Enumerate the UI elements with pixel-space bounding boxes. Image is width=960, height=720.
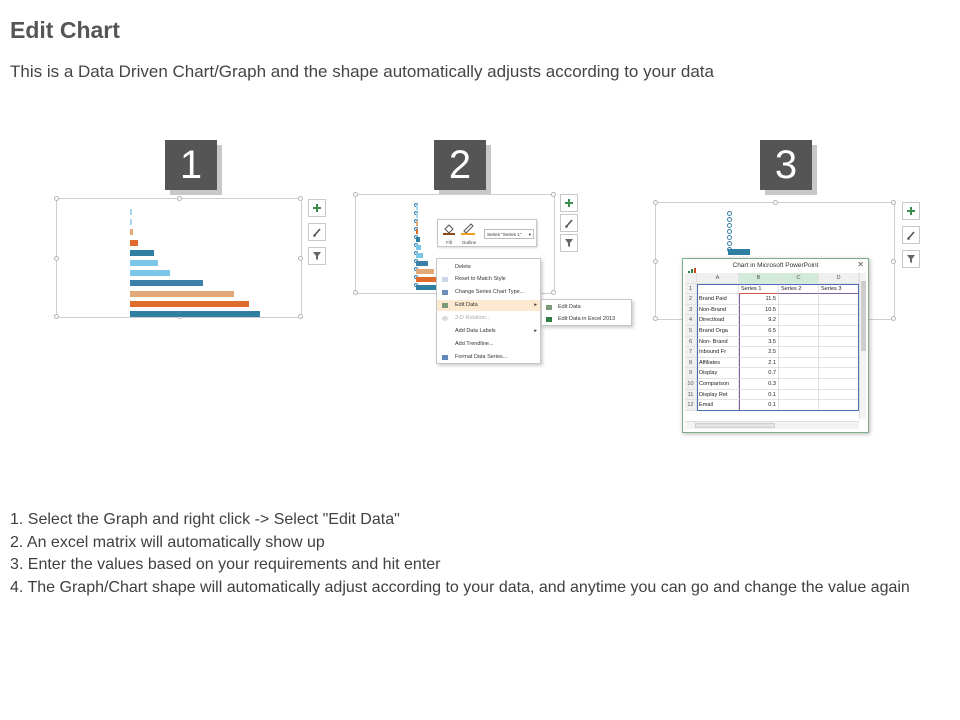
- chart-type-icon: [442, 290, 448, 295]
- chart-bar[interactable]: [416, 277, 436, 282]
- chart-bar[interactable]: [130, 270, 170, 276]
- format-mini-toolbar: [437, 219, 537, 247]
- context-menu: [436, 258, 541, 364]
- chart-elements-button[interactable]: [308, 199, 326, 217]
- column-header[interactable]: A: [697, 273, 739, 284]
- header-cell[interactable]: [697, 284, 739, 295]
- category-cell[interactable]: Non-Brand: [697, 305, 739, 316]
- step-badge-2: 2: [434, 140, 486, 190]
- chart-bar[interactable]: [416, 269, 434, 274]
- value-cell[interactable]: 2.1: [739, 358, 779, 369]
- empty-cell[interactable]: [819, 358, 859, 369]
- row-header[interactable]: 3: [685, 305, 697, 316]
- outline-button[interactable]: [460, 222, 478, 246]
- chart-bar[interactable]: [130, 209, 132, 215]
- empty-cell[interactable]: [779, 337, 819, 348]
- menu-item-change-chart-type[interactable]: [437, 287, 540, 298]
- series-point-marker[interactable]: [727, 223, 732, 228]
- menu-item-label: Add Data Labels: [455, 328, 496, 334]
- chart-filters-button[interactable]: [902, 250, 920, 268]
- filter-icon: [312, 251, 322, 261]
- value-cell[interactable]: 6.5: [739, 326, 779, 337]
- fill-button[interactable]: [442, 222, 456, 246]
- format-icon: [442, 355, 448, 360]
- horizontal-scrollbar[interactable]: [685, 421, 859, 429]
- value-cell[interactable]: 10.5: [739, 305, 779, 316]
- menu-item-label: Edit Data: [455, 302, 478, 308]
- table-icon: [546, 305, 552, 310]
- empty-cell[interactable]: [779, 368, 819, 379]
- instruction-step-4: 4. The Graph/Chart shape will automatically adjust according to your data, and anytime you can go and change the value again: [10, 578, 910, 596]
- chart-elements-button[interactable]: [560, 194, 578, 212]
- menu-item-edit-data[interactable]: [437, 300, 540, 311]
- menu-item-label: Add Trendline...: [455, 341, 494, 347]
- chevron-right-icon: ▸: [534, 302, 537, 308]
- empty-cell[interactable]: [819, 305, 859, 316]
- row-header[interactable]: 7: [685, 347, 697, 358]
- category-cell[interactable]: Directload: [697, 315, 739, 326]
- series-point-marker[interactable]: [727, 217, 732, 222]
- step-badge-1: 1: [165, 140, 217, 190]
- selected-bar[interactable]: [728, 249, 750, 255]
- column-header[interactable]: B: [739, 273, 779, 284]
- menu-item-label: Format Data Series...: [455, 354, 508, 360]
- value-cell[interactable]: 0.1: [739, 390, 779, 401]
- menu-item-3d-rotation: [437, 313, 540, 324]
- reset-style-icon: [442, 277, 448, 282]
- menu-item-label: 3-D Rotation...: [455, 315, 491, 321]
- menu-item-label: Edit Data in Excel 2013: [558, 316, 616, 322]
- menu-item-delete[interactable]: [437, 262, 540, 273]
- empty-cell[interactable]: [779, 390, 819, 401]
- chart-styles-button[interactable]: [308, 223, 326, 241]
- series-select[interactable]: [484, 229, 534, 239]
- fill-label: Fill: [446, 240, 452, 245]
- value-cell[interactable]: 0.1: [739, 400, 779, 411]
- menu-item-label: Reset to Match Style: [455, 276, 506, 282]
- chart-bar[interactable]: [416, 213, 418, 218]
- category-cell[interactable]: Brand Orga: [697, 326, 739, 337]
- excel-window-title: Chart in Microsoft PowerPoint: [732, 262, 819, 269]
- chart-bar[interactable]: [130, 311, 260, 317]
- row-header[interactable]: 4: [685, 315, 697, 326]
- empty-cell[interactable]: [819, 368, 859, 379]
- series-point-marker[interactable]: [727, 211, 732, 216]
- plus-icon: [312, 203, 322, 213]
- empty-cell[interactable]: [779, 347, 819, 358]
- chart-bar[interactable]: [130, 280, 203, 286]
- chart-bar[interactable]: [130, 301, 249, 307]
- category-cell[interactable]: Display: [697, 368, 739, 379]
- header-cell[interactable]: Series 1: [739, 284, 779, 295]
- spreadsheet-grid[interactable]: [685, 273, 859, 419]
- submenu-item-edit-data[interactable]: [542, 302, 631, 313]
- vertical-scrollbar[interactable]: [859, 273, 866, 419]
- step-badge-3: 3: [760, 140, 812, 190]
- chart-bar[interactable]: [416, 245, 421, 250]
- empty-cell[interactable]: [779, 379, 819, 390]
- instruction-step-3: 3. Enter the values based on your requirements and hit enter: [10, 556, 441, 573]
- chevron-down-icon: ▾: [528, 232, 531, 237]
- brush-icon: [312, 227, 322, 237]
- empty-cell[interactable]: [819, 390, 859, 401]
- instruction-step-2: 2. An excel matrix will automatically show up: [10, 533, 325, 551]
- table-icon: [442, 303, 448, 308]
- chart-elements-button[interactable]: [902, 202, 920, 220]
- value-cell[interactable]: 9.2: [739, 315, 779, 326]
- column-header[interactable]: D: [819, 273, 859, 284]
- plus-icon: [906, 206, 916, 216]
- menu-item-label: Change Series Chart Type...: [455, 289, 525, 295]
- empty-cell[interactable]: [819, 379, 859, 390]
- empty-cell[interactable]: [819, 337, 859, 348]
- chart-bar[interactable]: [416, 205, 418, 210]
- paint-bucket-icon: [442, 223, 456, 235]
- empty-cell[interactable]: [779, 400, 819, 411]
- row-header[interactable]: 6: [685, 337, 697, 348]
- chart-bar[interactable]: [130, 229, 133, 235]
- outline-label: Outline: [461, 240, 477, 245]
- chart-bar[interactable]: [416, 285, 438, 290]
- page-title: Edit Chart: [10, 17, 120, 43]
- chart-bar[interactable]: [416, 229, 418, 234]
- value-cell[interactable]: 0.7: [739, 368, 779, 379]
- chart-bar[interactable]: [416, 253, 423, 258]
- value-cell[interactable]: 11.5: [739, 294, 779, 305]
- menu-item-add-data-labels[interactable]: [437, 326, 540, 337]
- chart-filters-button[interactable]: [560, 234, 578, 252]
- empty-cell[interactable]: [819, 315, 859, 326]
- chart-bar[interactable]: [130, 250, 154, 256]
- row-header[interactable]: 2: [685, 294, 697, 305]
- category-cell[interactable]: Brand Paid: [697, 294, 739, 305]
- category-cell[interactable]: Affiliates: [697, 358, 739, 369]
- value-cell[interactable]: 0.3: [739, 379, 779, 390]
- empty-cell[interactable]: [779, 315, 819, 326]
- category-cell[interactable]: Display Ret: [697, 390, 739, 401]
- filter-icon: [906, 254, 916, 264]
- empty-cell[interactable]: [779, 358, 819, 369]
- value-cell[interactable]: 3.5: [739, 337, 779, 348]
- close-icon[interactable]: ✕: [857, 260, 864, 269]
- edit-data-submenu: [541, 299, 632, 326]
- plus-icon: [564, 198, 574, 208]
- step1-bar-chart[interactable]: [57, 199, 301, 317]
- empty-cell[interactable]: [779, 326, 819, 337]
- step1-chart-frame[interactable]: [56, 198, 302, 318]
- column-header[interactable]: C: [779, 273, 819, 284]
- row-header[interactable]: 12: [685, 400, 697, 411]
- empty-cell[interactable]: [819, 294, 859, 305]
- scrollbar-thumb[interactable]: [695, 423, 775, 428]
- row-header[interactable]: 8: [685, 358, 697, 369]
- instructions: [10, 509, 940, 599]
- chart-bar[interactable]: [416, 237, 420, 242]
- scrollbar-thumb[interactable]: [861, 281, 866, 351]
- menu-item-reset-style[interactable]: [437, 274, 540, 285]
- category-cell[interactable]: Comparison: [697, 379, 739, 390]
- excel-icon: [546, 317, 552, 322]
- row-header[interactable]: 10: [685, 379, 697, 390]
- row-header[interactable]: 9: [685, 368, 697, 379]
- submenu-item-edit-data-excel[interactable]: [542, 314, 631, 325]
- series-select-value: Series "Series 1": [487, 232, 522, 237]
- menu-item-format-data-series[interactable]: [437, 352, 540, 363]
- corner-cell[interactable]: [685, 273, 697, 284]
- brush-icon: [906, 230, 916, 240]
- header-cell[interactable]: Series 2: [779, 284, 819, 295]
- empty-cell[interactable]: [819, 347, 859, 358]
- value-cell[interactable]: 2.5: [739, 347, 779, 358]
- chart-bar[interactable]: [130, 260, 158, 266]
- menu-item-add-trendline[interactable]: [437, 339, 540, 350]
- menu-item-label: Delete: [455, 264, 471, 270]
- chart-bar[interactable]: [130, 240, 138, 246]
- filter-icon: [564, 238, 574, 248]
- empty-cell[interactable]: [819, 400, 859, 411]
- row-header[interactable]: 1: [685, 284, 697, 295]
- series-point-marker[interactable]: [727, 229, 732, 234]
- excel-window: [682, 258, 869, 433]
- chart-filters-button[interactable]: [308, 247, 326, 265]
- empty-cell[interactable]: [779, 305, 819, 316]
- chart-styles-button[interactable]: [560, 214, 578, 232]
- menu-item-label: Edit Data: [558, 304, 581, 310]
- category-cell[interactable]: Email: [697, 400, 739, 411]
- category-cell[interactable]: Inbound Fr: [697, 347, 739, 358]
- empty-cell[interactable]: [819, 326, 859, 337]
- brush-icon: [564, 218, 574, 228]
- series-point-marker[interactable]: [727, 241, 732, 246]
- series-point-marker[interactable]: [727, 235, 732, 240]
- empty-cell[interactable]: [779, 294, 819, 305]
- category-cell[interactable]: Non- Brand: [697, 337, 739, 348]
- chart-bar[interactable]: [130, 291, 234, 297]
- header-cell[interactable]: Series 3: [819, 284, 859, 295]
- instruction-step-1: 1. Select the Graph and right click -> Select "Edit Data": [10, 511, 400, 528]
- pen-outline-icon: [460, 223, 476, 235]
- chevron-right-icon: ▸: [534, 328, 537, 334]
- chart-styles-button[interactable]: [902, 226, 920, 244]
- chart-bar[interactable]: [416, 221, 418, 226]
- row-header[interactable]: 5: [685, 326, 697, 337]
- chart-bar[interactable]: [416, 261, 428, 266]
- rotation-icon: [442, 316, 448, 321]
- row-header[interactable]: 11: [685, 390, 697, 401]
- chart-bar[interactable]: [130, 219, 132, 225]
- page-subtitle: This is a Data Driven Chart/Graph and the shape automatically adjusts according to your data: [10, 62, 714, 81]
